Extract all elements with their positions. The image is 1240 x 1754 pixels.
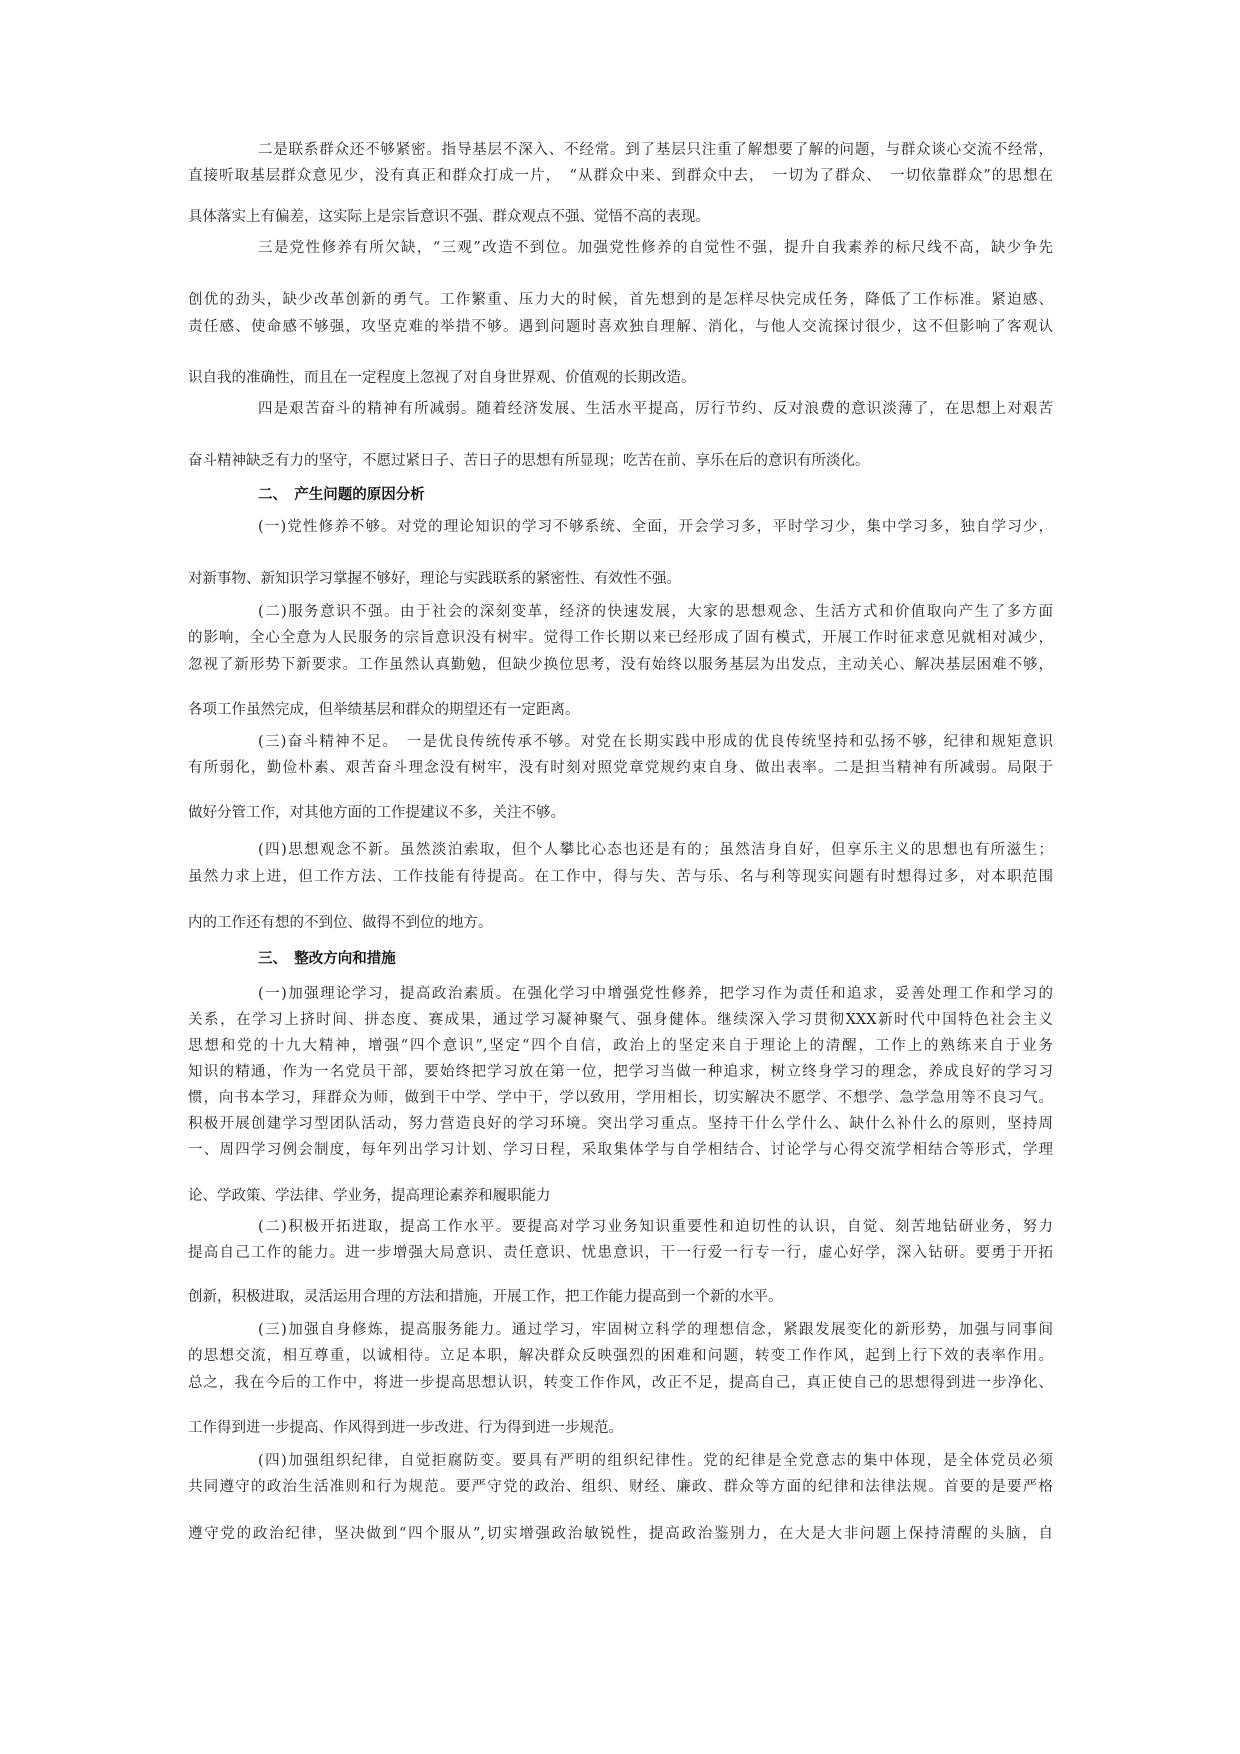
s2-p3-line-1: (三)奋斗精神不足。 一是优良传统传承不够。对党在长期实践中形成的优良传统坚持和弘扬不够，纪律和规矩意识 [258, 734, 1053, 750]
section-3-heading: 三、 整改方向和措施 [258, 951, 396, 967]
s2-p1-line-2: 对新事物、新知识学习掌握不够好，理论与实践联系的紧密性、有效性不强。 [188, 571, 681, 587]
section-2-heading: 二、 产生问题的原因分析 [258, 487, 425, 503]
s3-p3-line-3: 总之，我在今后的工作中，将进一步提高思想认识，转变工作作风，改正不足，提高自己，真正使自己的思想得到进一步净化、 [188, 1375, 1053, 1391]
s1-item4-line-1: 四是艰苦奋斗的精神有所减弱。随着经济发展、生活水平提高，厉行节约、反对浪费的意识淡薄了，在思想上对艰苦 [258, 401, 1053, 417]
s3-p3-line-4: 工作得到进一步提高、作风得到进一步改进、行为得到进一步规范。 [188, 1420, 623, 1436]
s3-p1-line-5: 惯，向书本学习，拜群众为师，做到干中学、学中干，学以致用，学用相长，切实解决不愿学、不想学、急学急用等不良习气。 [188, 1090, 1053, 1106]
s3-p1-line-1: (一)加强理论学习，提高政治素质。在强化学习中增强党性修养，把学习作为责任和追求，妥善处理工作和学习的 [258, 986, 1053, 1002]
s1-item3-line-3: 责任感、使命感不够强，攻坚克难的举措不够。遇到问题时喜欢独自理解、消化，与他人交流探讨很少，这不但影响了客观认 [188, 319, 1053, 335]
s3-p3-line-1: (三)加强自身修炼，提高服务能力。通过学习，牢固树立科学的理想信念，紧跟发展变化的新形势，加强与同事间 [258, 1322, 1053, 1338]
s1-item2-line-2: 直接听取基层群众意见少，没有真正和群众打成一片， “从群众中来、到群众中去， 一切为了群众、 一切依靠群众”的思想在 [188, 168, 1053, 184]
s3-p2-line-3: 创新，积极进取，灵活运用合理的方法和措施，开展工作，把工作能力提高到一个新的水平。 [188, 1289, 783, 1305]
s2-p1-line-1: (一)党性修养不够。对党的理论知识的学习不够系统、全面，开会学习多，平时学习少，集中学习多，独自学习少， [258, 519, 1053, 535]
s3-p3-line-2: 的思想交流，相互尊重，以诚相待。立足本职，解决群众反映强烈的困难和问题，转变工作作风，起到上行下效的表率作用。 [188, 1348, 1053, 1364]
s2-p2-line-2: 的影响，全心全意为人民服务的宗旨意识没有树牢。觉得工作长期以来已经形成了固有模式，开展工作时征求意见就相对减少， [188, 630, 1053, 646]
s1-item3-line-1: 三是党性修养有所欠缺，“三观”改造不到位。加强党性修养的自觉性不强，提升自我素养的标尺线不高，缺少争先 [258, 240, 1053, 256]
s3-p2-line-1: (二)积极开拓进取，提高工作水平。要提高对学习业务知识重要性和迫切性的认识，自觉、刻苦地钻研业务，努力 [258, 1219, 1053, 1235]
s2-p3-line-3: 做好分管工作，对其他方面的工作提建议不多，关注不够。 [188, 805, 565, 821]
s3-p1-line-3: 思想和党的十九大精神，增强“四个意识”,坚定“四个自信，政治上的坚定来自于理论上的清醒，工作上的熟练来自于业务 [188, 1038, 1053, 1054]
s2-p2-line-3: 忽视了新形势下新要求。工作虽然认真勤勉，但缺少换位思考，没有始终以服务基层为出发点，主动关心、解决基层困难不够， [188, 657, 1053, 673]
s3-p1-line-8: 论、学政策、学法律、学业务，提高理论素养和履职能力 [188, 1188, 551, 1204]
s3-p1-line-7: 一、周四学习例会制度，每年列出学习计划、学习日程，采取集体学与自学相结合、讨论学与心得交流学相结合等形式，学理 [188, 1142, 1053, 1158]
s2-p4-line-1: (四)思想观念不新。虽然淡泊索取，但个人攀比心态也还是有的；虽然洁身自好，但享乐主义的思想也有所滋生； [258, 842, 1053, 858]
s2-p2-line-1: (二)服务意识不强。由于社会的深刻变革，经济的快速发展，大家的思想观念、生活方式和价值取向产生了多方面 [258, 604, 1053, 620]
s2-p4-line-3: 内的工作还有想的不到位、做得不到位的地方。 [188, 915, 493, 931]
s3-p2-line-2: 提高自己工作的能力。进一步增强大局意识、责任意识、忧患意识，干一行爱一行专一行，虚心好学，深入钻研。要勇于开拓 [188, 1245, 1053, 1261]
s1-item2-line-1: 二是联系群众还不够紧密。指导基层不深入、不经常。到了基层只注重了解想要了解的问题，与群众谈心交流不经常， [258, 142, 1053, 158]
s1-item3-line-4: 识自我的准确性，而且在一定程度上忽视了对自身世界观、价值观的长期改造。 [188, 370, 696, 386]
s1-item3-line-2: 创优的劲头，缺少改革创新的勇气。工作繁重、压力大的时候，首先想到的是怎样尽快完成任务，降低了工作标准。紧迫感、 [188, 292, 1053, 308]
s3-p4-line-2: 共同遵守的政治生活准则和行为规范。要严守党的政治、组织、财经、廉政、群众等方面的纪律和法律法规。首要的是要严格 [188, 1479, 1053, 1495]
s1-item4-line-2: 奋斗精神缺乏有力的坚守，不愿过紧日子、苦日子的思想有所显现；吃苦在前、享乐在后的意识有所淡化。 [188, 453, 870, 469]
s3-p4-line-1: (四)加强组织纪律，自觉拒腐防变。要具有严明的组织纪律性。党的纪律是全党意志的集中体现，是全体党员必须 [258, 1453, 1053, 1469]
s2-p4-line-2: 虽然力求上进，但工作方法、工作技能有待提高。在工作中，得与失、苦与乐、名与利等现实问题有时想得过多，对本职范围 [188, 869, 1053, 885]
s3-p1-line-4: 知识的精通，作为一名党员干部，要始终把学习放在第一位，把学习当做一种追求，树立终身学习的理念，养成良好的学习习 [188, 1064, 1053, 1080]
s3-p1-line-6: 积极开展创建学习型团队活动，努力营造良好的学习环境。突出学习重点。坚持干什么学什么、缺什么补什么的原则，坚持周 [188, 1116, 1053, 1132]
s1-item2-line-3: 具体落实上有偏差，这实际上是宗旨意识不强、群众观点不强、觉悟不高的表现。 [188, 209, 710, 225]
s3-p1-line-2: 关系，在学习上挤时间、拼态度、赛成果，通过学习凝神聚气、强身健体。继续深入学习贯彻XXX新时代中国特色社会主义 [188, 1012, 1053, 1028]
s2-p3-line-2: 有所弱化，勤俭朴素、艰苦奋斗理念没有树牢，没有时刻对照党章党规约束自身、做出表率。二是担当精神有所减弱。局限于 [188, 760, 1053, 776]
s2-p2-line-4: 各项工作虽然完成，但举绩基层和群众的期望还有一定距离。 [188, 702, 580, 718]
s3-p4-line-3: 遵守党的政治纪律，坚决做到“四个服从”,切实增强政治敏锐性，提高政治鉴别力，在大是大非问题上保持清醒的头脑，自 [188, 1526, 1053, 1542]
